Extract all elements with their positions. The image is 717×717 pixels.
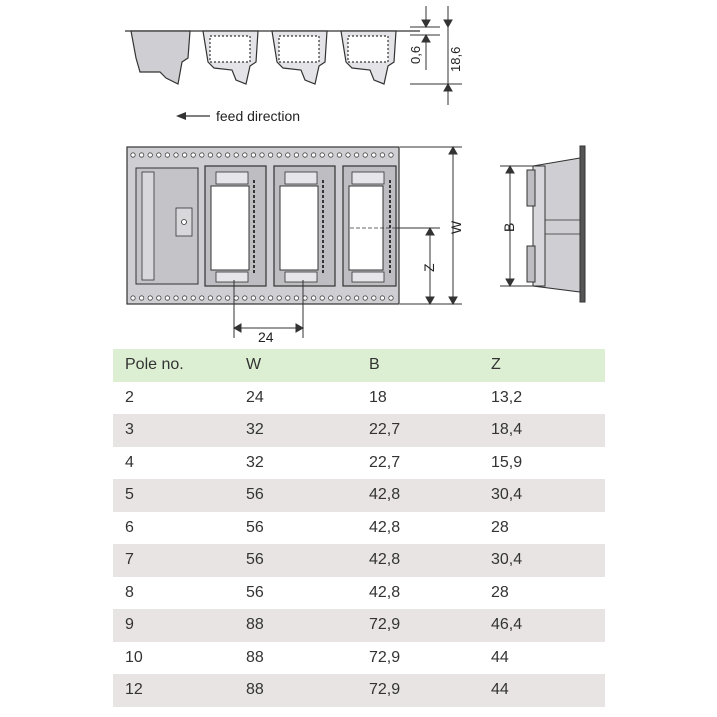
cell-pole: 3 <box>125 421 134 439</box>
cell-z: 44 <box>491 681 509 699</box>
sprocket-hole <box>268 296 272 300</box>
pocket-4 <box>343 166 396 286</box>
sprocket-hole <box>337 153 341 157</box>
cell-w: 88 <box>246 616 264 634</box>
sprocket-hole <box>243 296 247 300</box>
sprocket-hole <box>234 296 238 300</box>
dim-label-z: Z <box>421 263 437 272</box>
cell-b: 72,9 <box>369 648 401 666</box>
cell-w: 32 <box>246 453 264 471</box>
sprocket-hole <box>320 296 324 300</box>
header-pole-no: Pole no. <box>125 356 184 374</box>
table-row <box>113 544 605 577</box>
sprocket-hole <box>200 296 204 300</box>
cell-w: 56 <box>246 486 264 504</box>
dim-label-b: B <box>501 222 517 232</box>
cell-pole: 9 <box>125 616 134 634</box>
cell-w: 56 <box>246 583 264 601</box>
cell-z: 28 <box>491 518 509 536</box>
cell-pole: 7 <box>125 551 134 569</box>
table-row <box>113 674 605 707</box>
sprocket-hole <box>243 153 247 157</box>
cell-w: 56 <box>246 518 264 536</box>
sprocket-hole <box>225 153 229 157</box>
sprocket-hole <box>260 153 264 157</box>
cell-b: 42,8 <box>369 551 401 569</box>
dim-label-pitch: 24 <box>258 329 274 345</box>
tape-end-view <box>527 146 585 302</box>
sprocket-hole <box>208 296 212 300</box>
cell-z: 15,9 <box>491 453 523 471</box>
table-row <box>113 382 605 415</box>
cell-b: 42,8 <box>369 486 401 504</box>
sprocket-hole <box>372 153 376 157</box>
sprocket-hole <box>372 296 376 300</box>
sprocket-hole <box>389 296 393 300</box>
feed-direction-label: feed direction <box>216 108 301 124</box>
sprocket-hole <box>174 296 178 300</box>
sprocket-hole <box>346 296 350 300</box>
cell-w: 88 <box>246 648 264 666</box>
table-row <box>113 609 605 642</box>
sprocket-hole <box>165 153 169 157</box>
sprocket-hole <box>131 296 135 300</box>
sprocket-hole <box>380 296 384 300</box>
cell-b: 72,9 <box>369 616 401 634</box>
sprocket-hole <box>157 153 161 157</box>
sprocket-hole <box>268 153 272 157</box>
sprocket-hole <box>225 296 229 300</box>
table-row <box>113 577 605 610</box>
sprocket-hole <box>277 153 281 157</box>
cell-z: 30,4 <box>491 486 523 504</box>
header-w: W <box>246 356 262 374</box>
tape-side-view <box>125 31 420 84</box>
table-row <box>113 512 605 545</box>
cell-b: 42,8 <box>369 518 401 536</box>
sprocket-hole <box>286 296 290 300</box>
sprocket-hole <box>148 296 152 300</box>
cell-pole: 4 <box>125 453 134 471</box>
sprocket-hole <box>303 153 307 157</box>
dimension-table <box>113 349 605 707</box>
sprocket-hole <box>354 296 358 300</box>
cell-pole: 8 <box>125 583 134 601</box>
cell-pole: 5 <box>125 486 134 504</box>
cell-z: 28 <box>491 583 509 601</box>
cell-z: 46,4 <box>491 616 523 634</box>
sprocket-hole <box>182 153 186 157</box>
sprocket-hole <box>363 153 367 157</box>
cell-z: 44 <box>491 648 509 666</box>
packaging-drawing <box>0 0 717 345</box>
dim-label-0-6: 0,6 <box>408 45 423 64</box>
cell-pole: 6 <box>125 518 134 536</box>
sprocket-hole <box>294 153 298 157</box>
cell-b: 22,7 <box>369 421 401 439</box>
sprocket-hole <box>217 296 221 300</box>
sprocket-hole <box>191 153 195 157</box>
sprocket-hole <box>260 296 264 300</box>
header-z: Z <box>491 356 501 374</box>
sprocket-hole <box>165 296 169 300</box>
sprocket-hole <box>251 296 255 300</box>
sprocket-hole <box>131 153 135 157</box>
cell-pole: 2 <box>125 388 134 406</box>
sprocket-hole <box>329 153 333 157</box>
tape-plan-view <box>127 147 399 304</box>
sprocket-hole <box>337 296 341 300</box>
sprocket-hole <box>311 153 315 157</box>
sprocket-hole <box>191 296 195 300</box>
cell-w: 56 <box>246 551 264 569</box>
sprocket-hole <box>363 296 367 300</box>
cell-w: 32 <box>246 421 264 439</box>
cell-b: 72,9 <box>369 681 401 699</box>
table-row <box>113 447 605 480</box>
cell-b: 42,8 <box>369 583 401 601</box>
cell-z: 18,4 <box>491 421 523 439</box>
cell-z: 13,2 <box>491 388 523 406</box>
cell-w: 88 <box>246 681 264 699</box>
pocket-2 <box>205 166 266 286</box>
sprocket-hole <box>277 296 281 300</box>
cell-z: 30,4 <box>491 551 523 569</box>
sprocket-hole <box>311 296 315 300</box>
table-row <box>113 642 605 675</box>
sprocket-hole <box>320 153 324 157</box>
sprocket-hole <box>380 153 384 157</box>
cell-b: 18 <box>369 388 387 406</box>
sprocket-hole <box>139 153 143 157</box>
cell-b: 22,7 <box>369 453 401 471</box>
sprocket-hole <box>217 153 221 157</box>
sprocket-hole <box>251 153 255 157</box>
feed-direction-arrow-icon <box>176 112 210 120</box>
sprocket-hole <box>329 296 333 300</box>
table-row <box>113 479 605 512</box>
dim-label-18-6: 18,6 <box>448 46 463 72</box>
sprocket-hole <box>182 296 186 300</box>
cell-pole: 10 <box>125 648 143 666</box>
sprocket-hole <box>389 153 393 157</box>
sprocket-hole <box>208 153 212 157</box>
sprocket-hole <box>294 296 298 300</box>
sprocket-hole <box>174 153 178 157</box>
header-b: B <box>369 356 380 374</box>
sprocket-hole <box>139 296 143 300</box>
table-row <box>113 414 605 447</box>
sprocket-hole <box>354 153 358 157</box>
cell-pole: 12 <box>125 681 143 699</box>
sprocket-hole <box>157 296 161 300</box>
table-header-row <box>113 349 605 382</box>
sprocket-hole <box>148 153 152 157</box>
sprocket-hole <box>200 153 204 157</box>
dim-label-w: W <box>448 220 464 234</box>
sprocket-hole <box>234 153 238 157</box>
sprocket-hole <box>286 153 290 157</box>
sprocket-hole <box>346 153 350 157</box>
pocket-3 <box>274 166 335 286</box>
cell-w: 24 <box>246 388 264 406</box>
